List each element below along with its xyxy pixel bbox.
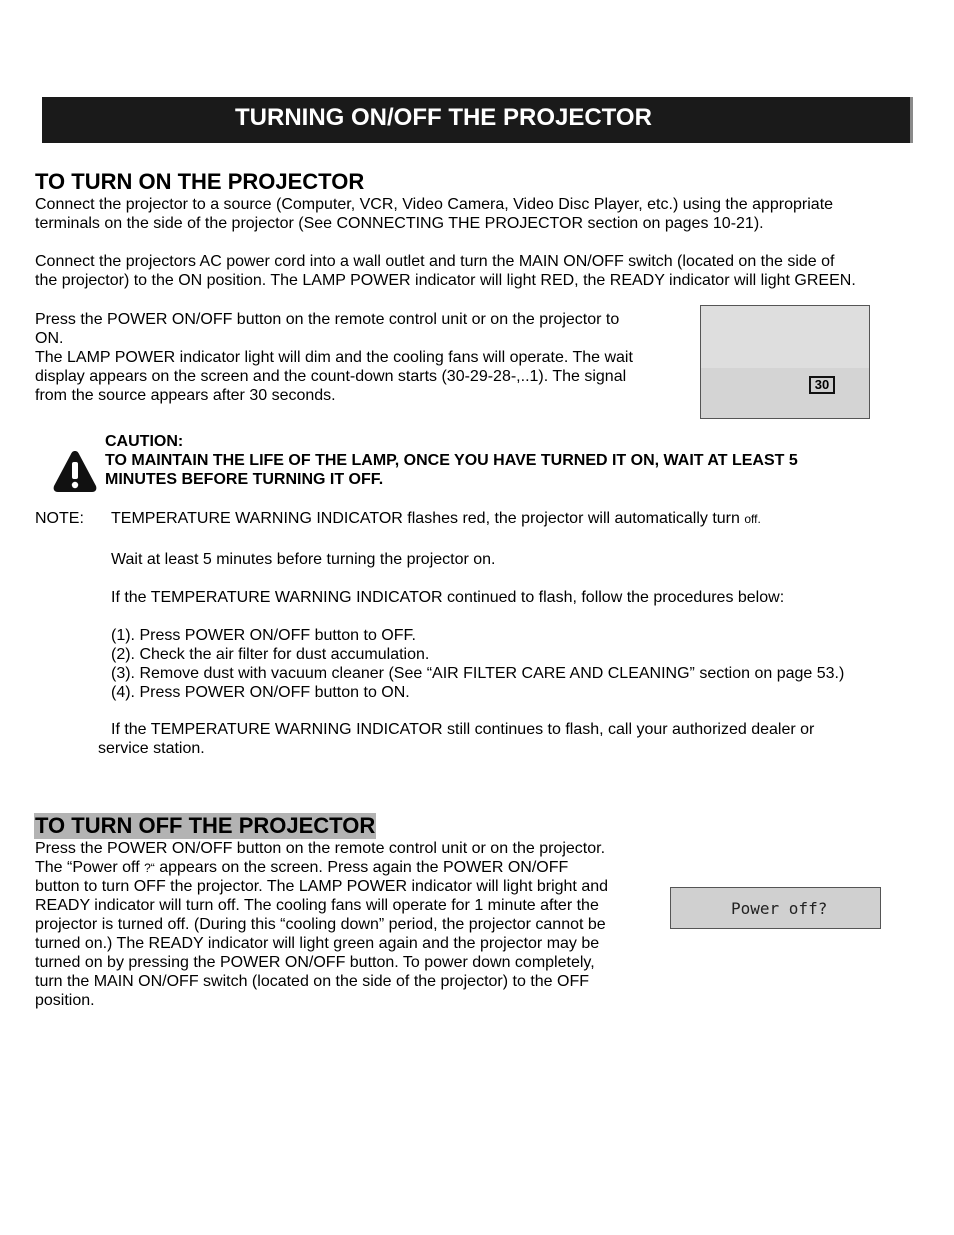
turn-off-line2 — [35, 858, 568, 878]
procedure-step-4: (4). Press POWER ON/OFF button to ON. — [111, 684, 410, 701]
turn-on-para3-line4: display appears on the screen and the count-down starts (30-29-28-,..1). The signal — [35, 368, 627, 385]
turn-on-para3-line1: Press the POWER ON/OFF button on the remote control unit or on the projector to — [35, 311, 620, 328]
page-title: TURNING ON/OFF THE PROJECTOR — [235, 104, 652, 131]
power-off-screen-text: Power off? — [731, 899, 828, 918]
turn-on-para3-line3: The LAMP POWER indicator light will dim and the cooling fans will operate. The wait — [35, 349, 633, 366]
countdown-value: 30 — [809, 376, 835, 394]
note-wait: Wait at least 5 minutes before turning the projector on. — [111, 551, 496, 568]
turn-off-heading: TO TURN OFF THE PROJECTOR — [35, 813, 376, 838]
turn-on-para1-line2: terminals on the side of the projector (See CONNECTING THE PROJECTOR section on pages 10-21). — [35, 215, 764, 232]
turn-off-line3: button to turn OFF the projector. The LAMP POWER indicator will light bright and — [35, 878, 609, 895]
turn-off-line1: Press the POWER ON/OFF button on the remote control unit or on the projector. — [35, 840, 606, 857]
caution-label: CAUTION: — [105, 433, 184, 450]
turn-on-para1-line1: Connect the projector to a source (Computer, VCR, Video Camera, Video Disc Player, etc.) using the appropriate — [35, 196, 834, 213]
procedure-step-2: (2). Check the air filter for dust accumulation. — [111, 646, 430, 663]
turn-off-line6: turned on.) The READY indicator will light green again and the projector may be — [35, 935, 600, 952]
turn-off-line9: position. — [35, 992, 95, 1009]
note-text — [111, 509, 761, 529]
turn-off-line5: projector is turned off. (During this “cooling down” period, the projector cannot be — [35, 916, 606, 933]
note-text-end: off. — [744, 512, 761, 526]
procedure-step-1: (1). Press POWER ON/OFF button to OFF. — [111, 627, 416, 644]
turn-off-line2-b: ?“ — [144, 861, 155, 875]
caution-text-line1: TO MAINTAIN THE LIFE OF THE LAMP, ONCE YOU HAVE TURNED IT ON, WAIT AT LEAST 5 — [105, 452, 798, 469]
countdown-screen-image — [700, 305, 870, 419]
caution-text-line2: MINUTES BEFORE TURNING IT OFF. — [105, 471, 384, 488]
turn-on-para2-line2: the projector) to the ON position. The LAMP POWER indicator will light RED, the READY indicator will light GREEN. — [35, 272, 856, 289]
turn-off-line2-a: The “Power off — [35, 859, 145, 876]
warning-triangle-icon — [52, 448, 98, 494]
turn-off-line7: turned on by pressing the POWER ON/OFF button. To power down completely, — [35, 954, 595, 971]
note-still-line1: If the TEMPERATURE WARNING INDICATOR still continues to flash, call your authorized dealer or — [111, 721, 815, 738]
note-if-continue: If the TEMPERATURE WARNING INDICATOR continued to flash, follow the procedures below: — [111, 589, 785, 606]
turn-on-heading: TO TURN ON THE PROJECTOR — [35, 169, 365, 194]
turn-on-para3-line5: from the source appears after 30 seconds. — [35, 387, 336, 404]
turn-off-line4: READY indicator will turn off. The cooling fans will operate for 1 minute after the — [35, 897, 599, 914]
note-still-line2: service station. — [98, 740, 205, 757]
power-off-screen-image — [670, 887, 881, 929]
turn-off-line8: turn the MAIN ON/OFF switch (located on the side of the projector) to the OFF — [35, 973, 589, 990]
turn-off-line2-c: appears on the screen. Press again the POWER ON/OFF — [154, 859, 569, 876]
turn-on-para2-line1: Connect the projectors AC power cord into a wall outlet and turn the MAIN ON/OFF switch (located on the side of — [35, 253, 835, 270]
turn-on-para3-line2: ON. — [35, 330, 64, 347]
note-label: NOTE: — [35, 510, 84, 527]
note-text-main: TEMPERATURE WARNING INDICATOR flashes red, the projector will automatically turn — [111, 510, 740, 527]
procedure-step-3: (3). Remove dust with vacuum cleaner (See “AIR FILTER CARE AND CLEANING” section on page 53.) — [111, 665, 845, 682]
